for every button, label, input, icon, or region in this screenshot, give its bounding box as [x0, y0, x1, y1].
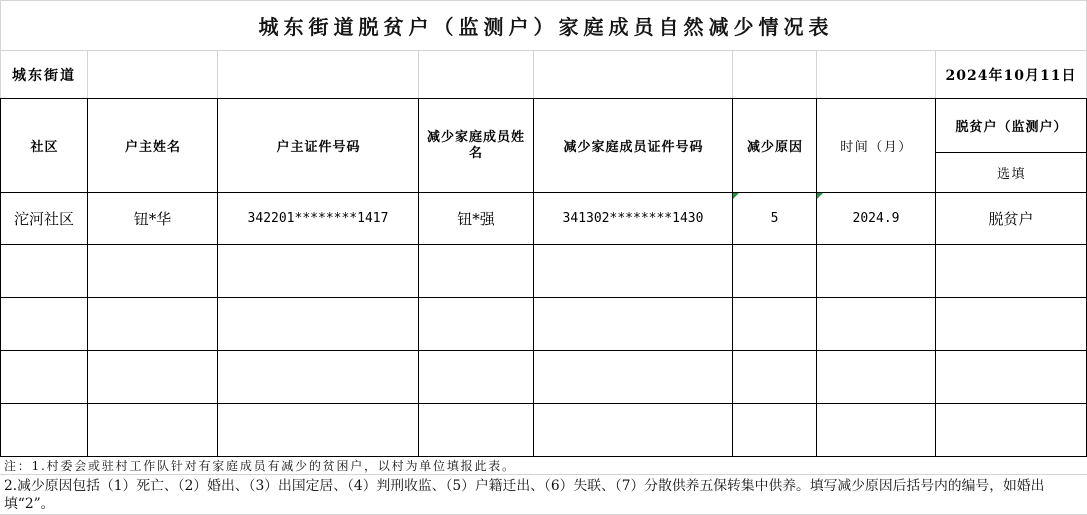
note-1-text: 注：1.村委会或驻村工作队针对有家庭成员有减少的贫困户，以村为单位填报此表。 — [4, 459, 516, 473]
header-head-name: 户主姓名 — [88, 99, 218, 193]
cell-household-type[interactable] — [936, 404, 1087, 457]
cell-month[interactable] — [817, 245, 936, 298]
header-row — [1, 99, 1087, 153]
cell-reason[interactable] — [733, 245, 817, 298]
note-2 — [0, 475, 1087, 515]
cell-household-type[interactable] — [936, 298, 1087, 351]
header-household-type: 脱贫户（监测户） — [936, 99, 1087, 153]
street-name: 城东街道 — [1, 51, 88, 99]
cell-community[interactable] — [1, 298, 88, 351]
cell-head-id[interactable] — [218, 245, 419, 298]
meta-empty-cell — [218, 51, 419, 99]
cell-reason-value: 5 — [770, 211, 779, 226]
cell-community[interactable] — [1, 351, 88, 404]
meta-empty-cell — [419, 51, 534, 99]
cell-month[interactable] — [817, 298, 936, 351]
table-row — [1, 351, 1087, 404]
number-as-text-indicator-icon — [733, 193, 739, 199]
cell-community[interactable] — [1, 245, 88, 298]
cell-member-name[interactable] — [419, 298, 534, 351]
cell-month[interactable] — [817, 193, 936, 245]
table-row — [1, 245, 1087, 298]
header-household-type-optional: 选填 — [936, 153, 1087, 193]
cell-reason[interactable] — [733, 404, 817, 457]
note-2-text: 2.减少原因包括（1）死亡、（2）婚出、（3）出国定居、（4）判刑收监、（5）户籍迁出、（6）失联、（7）分散供养五保转集中供养。填写减少原因后括号内的编号，如婚出填“2”。 — [4, 478, 1045, 512]
sheet-title: 城东街道脱贫户（监测户）家庭成员自然减少情况表 — [1, 1, 1087, 51]
cell-member-name[interactable] — [419, 351, 534, 404]
cell-member-id[interactable] — [534, 245, 733, 298]
number-as-text-indicator-icon — [817, 193, 823, 199]
cell-member-name[interactable]: 钮*强 — [419, 193, 534, 245]
cell-household-type[interactable] — [936, 245, 1087, 298]
cell-reason[interactable] — [733, 193, 817, 245]
cell-reason[interactable] — [733, 351, 817, 404]
cell-head-name[interactable] — [88, 245, 218, 298]
cell-member-id[interactable]: 341302********1430 — [534, 193, 733, 245]
table-row — [1, 193, 1087, 245]
cell-head-id[interactable] — [218, 351, 419, 404]
table-row — [1, 298, 1087, 351]
header-member-id: 减少家庭成员证件号码 — [534, 99, 733, 193]
cell-member-name[interactable] — [419, 404, 534, 457]
header-head-id: 户主证件号码 — [218, 99, 419, 193]
report-date: 2024年10月11日 — [936, 51, 1087, 99]
cell-household-type[interactable]: 脱贫户 — [936, 193, 1087, 245]
cell-community[interactable] — [1, 404, 88, 457]
header-member-name: 减少家庭成员姓名 — [419, 99, 534, 193]
cell-member-id[interactable] — [534, 351, 733, 404]
cell-member-id[interactable] — [534, 298, 733, 351]
header-month: 时间（月） — [817, 99, 936, 193]
cell-month-value: 2024.9 — [852, 211, 900, 226]
cell-household-type[interactable] — [936, 351, 1087, 404]
header-reason: 减少原因 — [733, 99, 817, 193]
table-row — [1, 404, 1087, 457]
cell-head-name[interactable] — [88, 404, 218, 457]
cell-member-id[interactable] — [534, 404, 733, 457]
cell-community[interactable]: 沱河社区 — [1, 193, 88, 245]
cell-head-name[interactable]: 钮*华 — [88, 193, 218, 245]
meta-empty-cell — [817, 51, 936, 99]
header-community: 社区 — [1, 99, 88, 193]
cell-reason[interactable] — [733, 298, 817, 351]
meta-row — [1, 51, 1087, 99]
title-row — [1, 1, 1087, 51]
cell-head-name[interactable] — [88, 298, 218, 351]
cell-month[interactable] — [817, 404, 936, 457]
cell-head-name[interactable] — [88, 351, 218, 404]
meta-empty-cell — [534, 51, 733, 99]
cell-head-id[interactable] — [218, 298, 419, 351]
note-1 — [0, 457, 1087, 475]
cell-head-id[interactable]: 342201********1417 — [218, 193, 419, 245]
cell-member-name[interactable] — [419, 245, 534, 298]
cell-month[interactable] — [817, 351, 936, 404]
cell-head-id[interactable] — [218, 404, 419, 457]
meta-empty-cell — [88, 51, 218, 99]
meta-empty-cell — [733, 51, 817, 99]
